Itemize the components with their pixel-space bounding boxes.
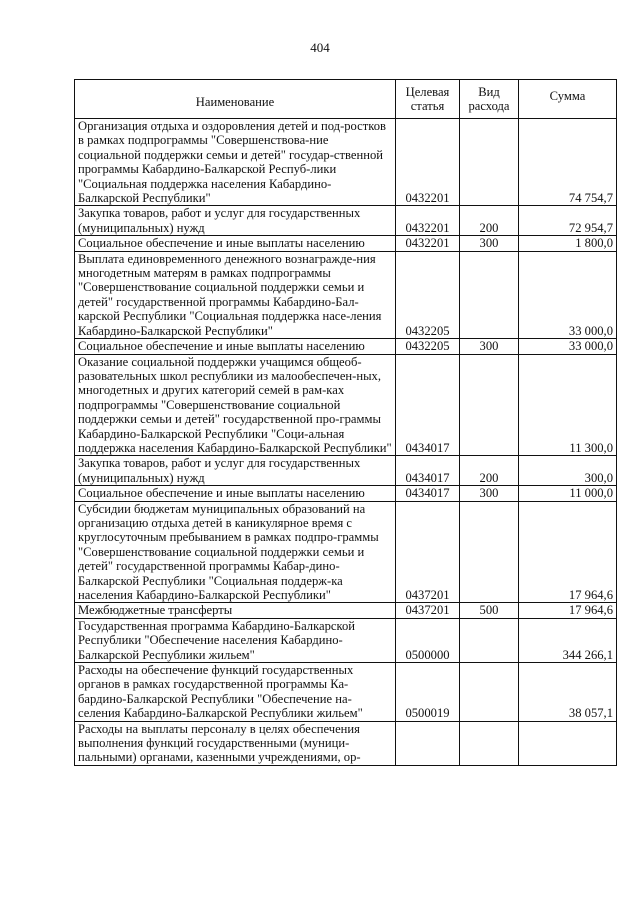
row-kind xyxy=(460,354,519,456)
row-name: Расходы на выплаты персоналу в целях обеспечения выполнения функций государственными (муници-пальными) органами, казенными учреждениями, ор- xyxy=(75,721,396,765)
table-row xyxy=(75,501,617,603)
row-sum: 38 057,1 xyxy=(519,663,617,722)
table-row xyxy=(75,486,617,501)
row-sum: 344 266,1 xyxy=(519,618,617,662)
row-article: 0432201 xyxy=(396,206,460,236)
row-article: 0434017 xyxy=(396,486,460,501)
table-row xyxy=(75,456,617,486)
table-row xyxy=(75,721,617,765)
row-article: 0432205 xyxy=(396,251,460,338)
row-name: Субсидии бюджетам муниципальных образований на организацию отдыха детей в каникулярное время с круглосуточным пребыванием в рамках подпро-граммы "Совершенствование социальной поддержки семьи и детей" государственной программы Кабар-дино-Балкарской Республики "Социальная поддерж-ка населения Кабардино-Балкарской Республики" xyxy=(75,501,396,603)
row-kind xyxy=(460,618,519,662)
header-kind: Вид расхода xyxy=(460,80,519,119)
row-sum: 11 000,0 xyxy=(519,486,617,501)
row-article: 0437201 xyxy=(396,501,460,603)
table-row xyxy=(75,663,617,722)
row-article: 0434017 xyxy=(396,354,460,456)
table-row xyxy=(75,206,617,236)
table-row xyxy=(75,251,617,338)
table-row xyxy=(75,119,617,206)
row-kind xyxy=(460,251,519,338)
table-row xyxy=(75,339,617,354)
row-name: Государственная программа Кабардино-Балкарской Республики "Обеспечение населения Кабардино-Балкарской Республики жильем" xyxy=(75,618,396,662)
row-name: Социальное обеспечение и иные выплаты населению xyxy=(75,339,396,354)
table-row xyxy=(75,618,617,662)
row-sum: 33 000,0 xyxy=(519,251,617,338)
header-article: Целевая статья xyxy=(396,80,460,119)
row-article: 0437201 xyxy=(396,603,460,618)
row-name: Организация отдыха и оздоровления детей и под-ростков в рамках подпрограммы "Совершенствова-ние социальной поддержки семьи и детей" государ-ственной программы Кабардино-Балкарской Респуб-лики "Социальная поддержка населения Кабардино-Балкарской Республики" xyxy=(75,119,396,206)
header-sum: Сумма xyxy=(519,80,617,119)
table-header-row xyxy=(75,80,617,119)
row-kind xyxy=(460,721,519,765)
row-sum xyxy=(519,721,617,765)
row-sum: 17 964,6 xyxy=(519,603,617,618)
row-sum: 72 954,7 xyxy=(519,206,617,236)
row-name: Социальное обеспечение и иные выплаты населению xyxy=(75,236,396,251)
row-kind xyxy=(460,663,519,722)
table-row xyxy=(75,603,617,618)
row-sum: 1 800,0 xyxy=(519,236,617,251)
row-article: 0432201 xyxy=(396,119,460,206)
row-name: Социальное обеспечение и иные выплаты населению xyxy=(75,486,396,501)
page-number: 404 xyxy=(310,40,330,55)
row-kind: 300 xyxy=(460,339,519,354)
row-sum: 11 300,0 xyxy=(519,354,617,456)
budget-table xyxy=(74,79,617,766)
table-row xyxy=(75,354,617,456)
row-article: 0500019 xyxy=(396,663,460,722)
row-name: Межбюджетные трансферты xyxy=(75,603,396,618)
row-kind: 200 xyxy=(460,206,519,236)
row-article: 0500000 xyxy=(396,618,460,662)
table-row xyxy=(75,236,617,251)
row-name: Закупка товаров, работ и услуг для государственных (муниципальных) нужд xyxy=(75,456,396,486)
row-name: Оказание социальной поддержки учащимся общеоб-разовательных школ республики из малообеспечен-ных, многодетных и других категорий семей в рам-ках подпрограммы "Совершенствование социальной поддержки семьи и детей" государственной про-граммы Кабардино-Балкарской Республики "Соци-альная поддержка населения Кабардино-Балкарской Республики" xyxy=(75,354,396,456)
row-kind xyxy=(460,501,519,603)
row-sum: 74 754,7 xyxy=(519,119,617,206)
row-sum: 300,0 xyxy=(519,456,617,486)
row-article xyxy=(396,721,460,765)
row-kind: 200 xyxy=(460,456,519,486)
row-name: Расходы на обеспечение функций государственных органов в рамках государственной программы Ка-бардино-Балкарской Республики "Обеспечение на-селения Кабардино-Балкарской Республики жильем" xyxy=(75,663,396,722)
row-article: 0434017 xyxy=(396,456,460,486)
row-kind: 500 xyxy=(460,603,519,618)
row-kind: 300 xyxy=(460,486,519,501)
row-article: 0432201 xyxy=(396,236,460,251)
row-name: Закупка товаров, работ и услуг для государственных (муниципальных) нужд xyxy=(75,206,396,236)
row-sum: 33 000,0 xyxy=(519,339,617,354)
row-kind: 300 xyxy=(460,236,519,251)
row-article: 0432205 xyxy=(396,339,460,354)
row-sum: 17 964,6 xyxy=(519,501,617,603)
header-name: Наименование xyxy=(75,80,396,119)
row-name: Выплата единовременного денежного вознагражде-ния многодетным матерям в рамках подпрограммы "Совершенствование социальной поддержки семьи и детей" государственной программы Кабардино-Бал-карской Республики "Социальная поддержка насе-ления Кабардино-Балкарской Республики" xyxy=(75,251,396,338)
row-kind xyxy=(460,119,519,206)
